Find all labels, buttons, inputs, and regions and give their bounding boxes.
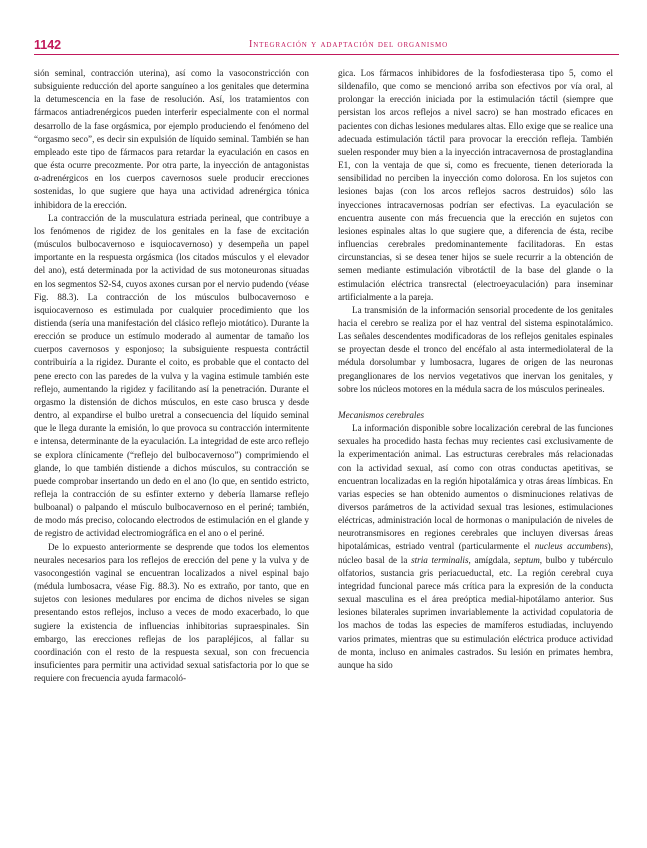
right-column	[338, 67, 613, 672]
paragraph-sensory-transmission: La transmisión de la información sensorial procedente de los genitales hacia el cerebro se realiza por el haz ventral del sistema espinotalámico. Las señales descendentes modificadoras de los reflejos genitales espinales se proyectan desde el tronco del encéfalo al asta intermediolateral de la médula dorsolumbar y lumbosacra, lugares de origen de las neuronas preganglionares de los nervios vegetativos que inervan los genitales, y sobre los núcleos motores en la médula sacra de los músculos perineales.	[338, 304, 613, 394]
text-run: , amígdala,	[468, 554, 514, 565]
text-run: , bulbo y tubérculo olfatorios, sustancia gris periacueductal, etc. La región cerebral cuya integridad funcional parece más crítica para la expresión de la conducta sexual masculina es el área preóptica medial-hipotálamo anterior. Sus lesiones bilaterales suprimen invariablemente la actividad copulatoria de los machos de todas las especies de mamíferos estudiadas, incluyendo varios primates, mientras que su estimulación eléctrica produce actividad de monta, incluso en animales castrados. Su lesión en primates hembra, aunque ha sido	[338, 554, 613, 670]
text-run: ), núcleo basal de la	[338, 541, 613, 565]
text-run: La información disponible sobre localización cerebral de las funciones sexuales ha procedido hasta fechas muy recientes casi exclusivamente de la experimentación animal. Las estructuras cerebrales más relacionadas con la actividad sexual, así como con otras conductas apetitivas, se encuentran localizadas en la región hipotalámica y otras áreas límbicas. En varias especies se han obtenido aumentos o disminuciones relativas de diversos parámetros de la actividad sexual tras lesiones, estimulaciones eléctricas, administración local de hormonas o manipulación de niveles de neurotransmisores en regiones cerebrales que incluyen diversas áreas hipotalámicas, estriado ventral (particularmente el	[338, 423, 613, 552]
page-number: 1142	[34, 38, 62, 52]
running-title: Integración y adaptación del organismo	[249, 39, 449, 50]
paragraph-perineal-musculature: La contracción de la musculatura estriada perineal, que contribuye a los fenómenos de rigidez de los genitales en la fase de excitación (músculos bulbocavernoso e isquiocavernoso) y desempeña un papel importante en la respuesta orgásmica (los citados músculos y el elevador del ano), está determinada por la actividad de sus motoneuronas situadas en los segmentos S2-S4, cuyos axones cursan por el nervio pudendo (véase Fig. 88.3). La contracción de los músculos bulbocavernoso e isquiocavernoso es estimulada por cualquier procedimiento que los distienda (sería una manifestación del clásico reflejo miotático). Durante la erección se produce un estímulo moderado al aumentar de tamaño los cuerpos cavernosos y esponjoso; la subsiguiente respuesta contráctil contribuiría a la rigidez. Durante el coito, es probable que el contacto del pene erecto con las paredes de la vulva y la vagina estimule también este reflejo, aumentando la rigidez y facilitando así la penetración. Durante el orgasmo la distensión de dichos músculos, en este caso brusca y desde dentro, al expandirse el bulbo uretral a consecuencia del líquido seminal que le llega durante la emisión, lo que provoca su contracción intermitente e intensa, determinante de la eyaculación. La integridad de este arco reflejo se explora clínicamente (“reflejo del bulbocavernoso”) comprimiendo el glande, lo que también distiende a dichos músculos, su contracción se puede comprobar insertando un dedo en el ano (lo que, en sentido estricto, refleja la contracción de su esfínter externo y debería llamarse reflejo bulboanal) o palpando el músculo bulbocavernoso en el periné; también, de modo más preciso, colocando electrodos de estimulación en el glande y de registro de actividad electromiográfica en el ano o el periné.	[34, 212, 309, 539]
page-header	[34, 38, 619, 55]
paragraph-continued: sión seminal, contracción uterina), así como la vasoconstricción con subsiguiente reducción del aporte sanguíneo a los genitales que determina la detumescencia en la fase de resolución. Así, los tratamientos con fármacos antiadrenérgicos pueden interferir especialmente con el normal desarrollo de la fase orgásmica, por ejemplo produciendo el fenómeno del “orgasmo seco”, es decir sin expulsión de líquido seminal. También se han empleado este tipo de fármacos para retardar la eyaculación en casos en que ésta ocurre precozmente. Por otra parte, la inyección de antagonistas α-adrenérgicos en los cuerpos cavernosos suele producir erecciones sostenidas, lo que sugiere que haya una actividad adrenérgica tónica inhibidora de la erección.	[34, 68, 309, 210]
section-heading-mecanismos-cerebrales: Mecanismos cerebrales	[338, 409, 425, 420]
italic-term: stria terminalis	[411, 554, 469, 565]
paragraph-pharmacology: gica. Los fármacos inhibidores de la fosfodiesterasa tipo 5, como el sildenafilo, que como se mencionó arriba son efectivos por vía oral, al prolongar la erección iniciada por la estimulación táctil (siempre que persistan los arcos reflejos a nivel sacro) se han mostrado eficaces en pacientes con dichas lesiones medulares altas. Ello exige que se realice una adecuada estimulación táctil para provocar la erección refleja. También suelen responder muy bien a la inyección intracavernosa de prostaglandina E1, con la ventaja de que si, como es frecuente, tienen deteriorada la sensibilidad no perciben la inyección como dolorosa. En los sujetos con lesiones bajas (con los arcos reflejos sacros destruidos) sólo las inyecciones intracavernosas podrían ser efectivas. La eyaculación se encuentra ausente con más frecuencia que la erección en sujetos con lesiones espinales altas lo que sugiere que, a diferencia de ésta, recibe influencias cerebrales predominantemente facilitadoras. En estas circunstancias, si se desea tener hijos se suele recurrir a la obtención de semen mediante estimulación vibrotáctil de la base del glande o la estimulación eléctrica transrectal (electroeyaculación) para inseminar artificialmente a la pareja.	[338, 68, 613, 302]
left-column	[34, 67, 309, 685]
italic-term: nucleus accumbens	[534, 541, 608, 552]
paragraph-spinal-reflexes: De lo expuesto anteriormente se desprende que todos los elementos neurales necesarios para los reflejos de erección del pene y la vulva y de vasocongestión vaginal se encuentran localizados a nivel espinal bajo (médula lumbosacra, véase Fig. 88.3). No es extraño, por tanto, que en sujetos con lesiones medulares por encima de dichos niveles se sigan presentando estos reflejos, incluso a veces de modo exacerbado, lo que sugiere la existencia de influencias inhibitorias supraespinales. Sin embargo, las erecciones reflejas de los parapléjicos, al fallar su coordinación con el resto de la respuesta sexual, son con frecuencia insuficientes para permitir una actividad sexual satisfactoria por lo que se requiere con frecuencia ayuda farmacoló-	[34, 541, 309, 684]
paragraph-brain-mechanisms	[338, 422, 613, 672]
italic-term: septum	[513, 554, 540, 565]
